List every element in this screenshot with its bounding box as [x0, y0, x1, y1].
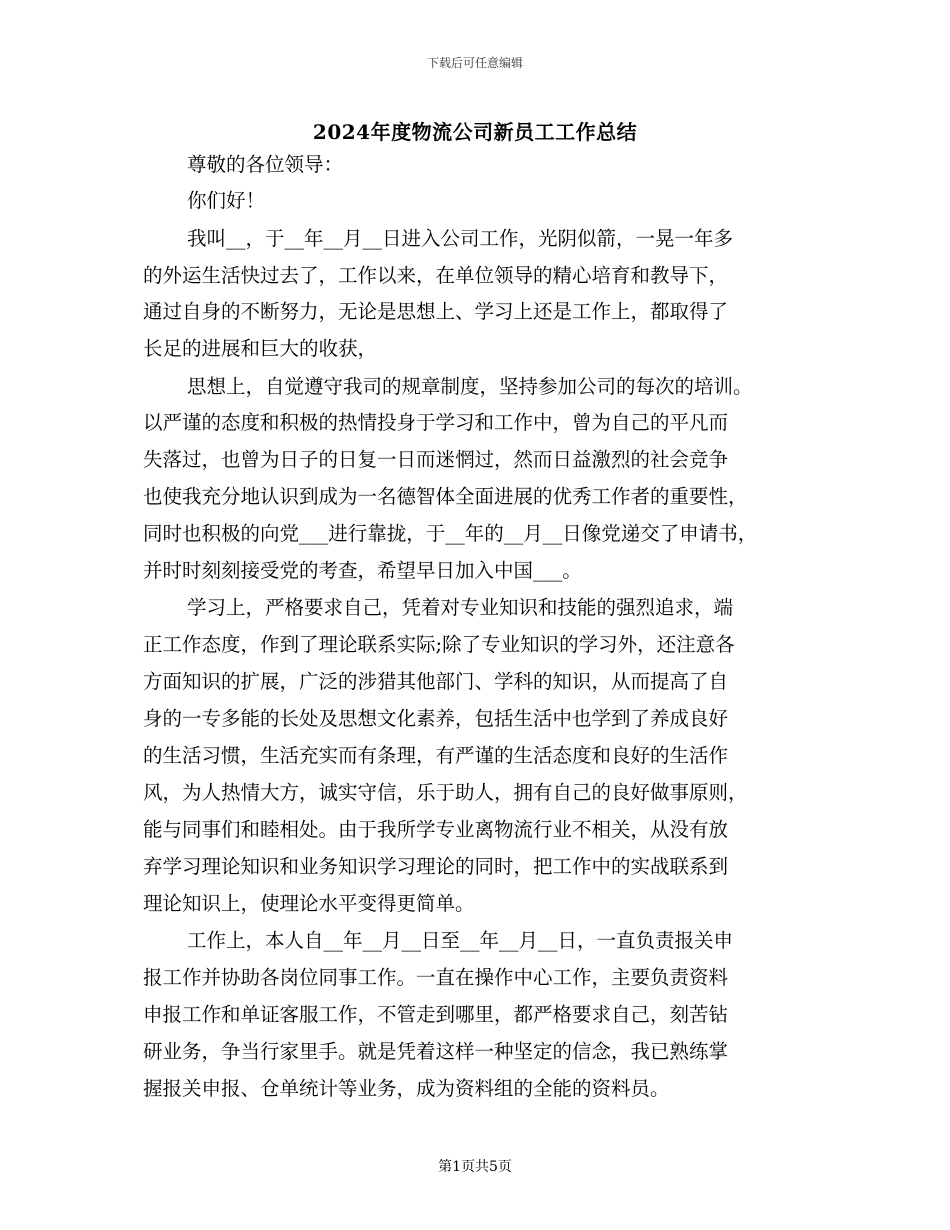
body-line: 报工作并协助各岗位同事工作。一直在操作中心工作，主要负责资料 [143, 966, 729, 989]
greeting-line: 你们好！ [187, 189, 266, 212]
body-line: 也使我充分地认识到成为一名德智体全面进展的优秀工作者的重要性， [143, 485, 748, 508]
body-line: 方面知识的扩展，广泛的涉猎其他部门、学科的知识，从而提高了自 [143, 670, 729, 693]
document-title: 2024年度物流公司新员工工作总结 [312, 120, 638, 144]
body-line: 通过自身的不断努力，无论是思想上、学习上还是工作上，都取得了 [143, 300, 729, 323]
body-line: 研业务，争当行家里手。就是凭着这样一种坚定的信念，我已熟练掌 [143, 1040, 729, 1063]
header-note: 下载后可任意编辑 [426, 56, 523, 70]
body-line: 的生活习惯，生活充实而有条理，有严谨的生活态度和良好的生活作 [143, 744, 729, 767]
body-line: 能与同事们和睦相处。由于我所学专业离物流行业不相关，从没有放 [143, 818, 729, 841]
body-line: 以严谨的态度和积极的热情投身于学习和工作中，曾为自己的平凡而 [143, 411, 729, 434]
body-line: 弃学习理论知识和业务知识学习理论的同时，把工作中的实战联系到 [143, 855, 729, 878]
body-line: 申报工作和单证客服工作，不管走到哪里，都严格要求自己，刻苦钻 [143, 1003, 729, 1026]
body-line: 的外运生活快过去了，工作以来，在单位领导的精心培育和教导下， [143, 264, 729, 287]
body-line: 我叫__，于__年__月__日进入公司工作，光阴似箭，一晃一年多 [187, 227, 734, 250]
page-footer: 第1页共5页 [438, 1159, 512, 1175]
salutation-line: 尊敬的各位领导： [187, 153, 344, 176]
body-line: 理论知识上，使理论水平变得更简单。 [143, 892, 475, 915]
body-line: 并时时刻刻接受党的考查，希望早日加入中国___。 [143, 559, 582, 582]
body-line: 风，为人热情大方，诚实守信，乐于助人，拥有自己的良好做事原则， [143, 781, 748, 804]
body-line: 握报关申报、仓单统计等业务，成为资料组的全能的资料员。 [143, 1077, 670, 1100]
body-line: 同时也积极的向党___进行靠拢，于__年的__月__日像党递交了申请书， [143, 522, 758, 545]
body-line: 正工作态度，作到了理论联系实际;除了专业知识的学习外，还注意各 [143, 633, 735, 656]
body-line: 工作上，本人自__年__月__日至__年__月__日，一直负责报关申 [187, 929, 734, 952]
body-line: 学习上，严格要求自己，凭着对专业知识和技能的强烈追求，端 [187, 596, 734, 619]
body-line: 失落过，也曾为日子的日复一日而迷惘过，然而日益激烈的社会竞争 [143, 448, 729, 471]
body-line: 长足的进展和巨大的收获， [143, 337, 378, 360]
body-line: 思想上，自觉遵守我司的规章制度，坚持参加公司的每次的培训。 [187, 375, 753, 398]
body-line: 身的一专多能的长处及思想文化素养，包括生活中也学到了养成良好 [143, 707, 729, 730]
